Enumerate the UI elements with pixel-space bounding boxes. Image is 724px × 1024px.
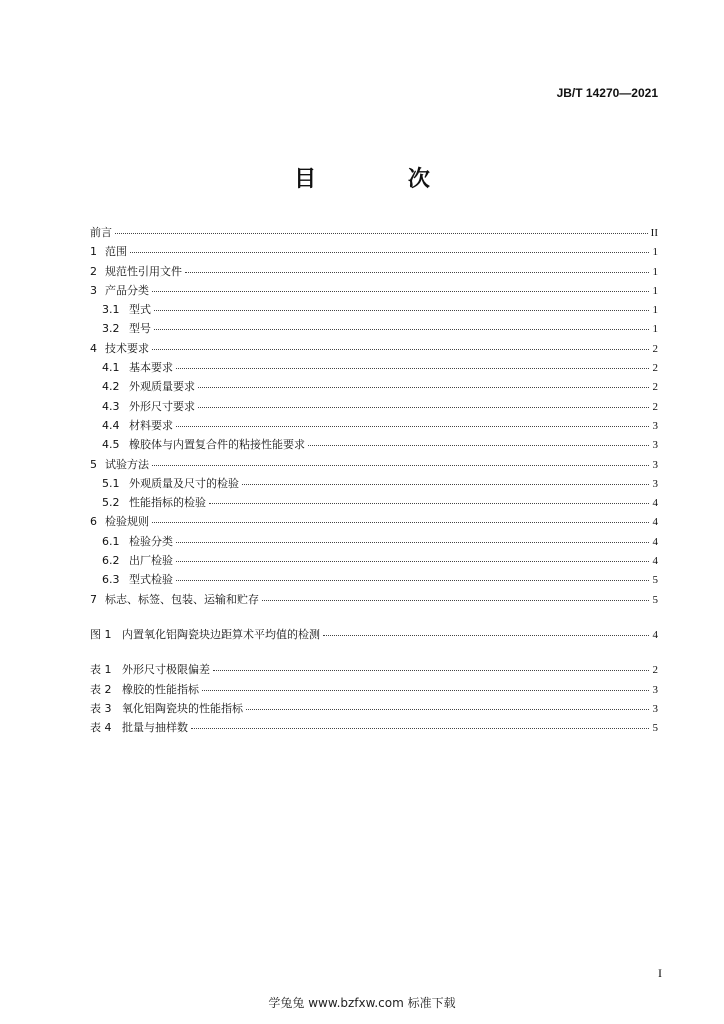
toc-leader-dots [202,690,649,691]
toc-entry-number: 4.4 [102,418,120,432]
toc-entry-page: 3 [652,439,658,452]
toc-leader-dots [152,291,649,292]
toc-entry-page: 4 [652,555,658,568]
toc-entry-label: 外形尺寸要求 [129,399,195,413]
toc-entry[interactable] [90,436,658,455]
toc-entry[interactable] [90,378,658,397]
toc-entry-page: 5 [652,574,658,587]
toc-entry[interactable] [90,552,658,571]
toc-entry-page: 4 [652,516,658,529]
toc-entry-label: 批量与抽样数 [122,721,188,735]
toc-entry-page: 3 [652,458,658,471]
toc-entry-number: 表 1 [90,663,112,677]
toc-entry-label: 内置氧化铝陶瓷块边距算术平均值的检测 [122,627,320,641]
toc-leader-dots [213,670,649,671]
toc-entry-number: 3 [90,283,97,297]
toc-entry-number: 6 [90,515,97,529]
toc-entry-label: 前言 [90,226,112,239]
toc-entry[interactable] [90,282,658,301]
toc-entry-label: 技术要求 [105,341,149,355]
toc-entry-page: 1 [652,304,658,317]
toc-leader-dots [262,600,649,601]
toc-entry-label: 外形尺寸极限偏差 [122,663,210,677]
toc-entry[interactable] [90,681,658,700]
page-number: I [658,966,662,980]
toc-leader-dots [242,484,649,485]
toc-entry[interactable] [90,398,658,417]
toc-entry-label: 产品分类 [105,283,149,297]
toc-entry-label: 检验规则 [105,515,149,529]
toc-entry[interactable] [90,700,658,719]
toc-entry-number: 4.3 [102,399,120,413]
toc-entry-number: 6.3 [102,573,120,587]
toc-entry-page: 2 [652,664,658,677]
toc-entry-page: 1 [652,284,658,297]
toc-leader-dots [130,252,649,253]
toc-entry-label: 型号 [129,322,151,336]
toc-entry-number: 3.2 [102,322,120,336]
watermark-text: 学兔兔 www.bzfxw.com 标准下载 [268,996,456,1010]
toc-entry[interactable] [90,533,658,552]
toc-entry-number: 表 2 [90,682,112,696]
toc-entry[interactable] [90,359,658,378]
toc-entry-page: 2 [652,362,658,375]
toc-entry-number: 5.2 [102,496,120,510]
toc-entry-label: 氧化铝陶瓷块的性能指标 [122,701,243,715]
toc-entry-number: 5.1 [102,476,120,490]
toc-entry-number: 4.1 [102,361,120,375]
toc-entry-label: 检验分类 [129,534,173,548]
toc-leader-dots [198,407,649,408]
toc-leader-dots [176,426,649,427]
toc-entry-page: 2 [652,342,658,355]
toc-entry-label: 规范性引用文件 [105,264,182,278]
toc-entry-number: 图 1 [90,627,112,641]
toc-entry-label: 试验方法 [105,457,149,471]
toc-leader-dots [185,272,649,273]
toc-entry-number: 6.2 [102,554,120,568]
toc-entry-number: 4 [90,341,97,355]
toc-entry-label: 外观质量要求 [129,380,195,394]
toc-entry-page: 2 [652,400,658,413]
toc-leader-dots [323,635,649,636]
toc-entry-number: 4.5 [102,438,120,452]
toc-entry-label: 材料要求 [129,418,173,432]
toc-entry-number: 6.1 [102,534,120,548]
toc-entry-label: 出厂检验 [129,554,173,568]
toc-leader-dots [191,728,649,729]
toc-entry-number: 7 [90,592,97,606]
toc-entry-label: 性能指标的检验 [129,496,206,510]
toc-entry-page: 5 [652,593,658,606]
toc-entry-page: 4 [652,497,658,510]
toc-entry[interactable] [90,340,658,359]
toc-entry-page: 1 [652,265,658,278]
toc-leader-dots [176,542,649,543]
toc-entry[interactable] [90,591,658,610]
toc-entry-label: 橡胶的性能指标 [122,682,199,696]
toc-entry[interactable] [90,475,658,494]
toc-leader-dots [176,580,649,581]
toc-entry[interactable] [90,320,658,339]
standard-code: JB/T 14270—2021 [556,86,658,100]
toc-entry[interactable] [90,571,658,590]
toc-leader-dots [154,310,649,311]
toc-entry-page: 3 [652,702,658,715]
toc-leader-dots [209,503,649,504]
toc-entry[interactable] [90,263,658,282]
toc-entry-number: 表 4 [90,721,112,735]
toc-leader-dots [176,368,649,369]
toc-entry[interactable] [90,456,658,475]
toc-entry-page: 4 [652,535,658,548]
toc-entry-label: 标志、标签、包装、运输和贮存 [105,592,259,606]
toc-entry[interactable] [90,224,658,243]
toc-entry[interactable] [90,243,658,262]
toc-entry-label: 型式 [129,303,151,317]
page-title: 目 次 [294,167,472,192]
toc-entry-label: 范围 [105,245,127,259]
toc-entry-number: 2 [90,264,97,278]
toc-entry[interactable] [90,719,658,738]
toc-entry[interactable] [90,626,658,645]
toc-entry-page: 3 [652,419,658,432]
toc-entry-page: 5 [652,722,658,735]
toc-leader-dots [308,445,649,446]
toc-entry-page: 1 [652,323,658,336]
toc-entry-page: 3 [652,477,658,490]
toc-entry-label: 橡胶体与内置复合件的粘接性能要求 [129,438,305,452]
toc-leader-dots [246,709,649,710]
toc-entry[interactable] [90,513,658,532]
toc-entry-page: II [650,227,658,239]
toc-entry-label: 型式检验 [129,573,173,587]
toc-entry[interactable] [90,417,658,436]
toc-leader-dots [154,329,649,330]
toc-entry[interactable] [90,494,658,513]
toc-entry-number: 5 [90,457,97,471]
toc-leader-dots [176,561,649,562]
toc-leader-dots [152,349,649,350]
toc-entry-number: 表 3 [90,701,112,715]
toc-entry-number: 4.2 [102,380,120,394]
toc-entry[interactable] [90,661,658,680]
toc-leader-dots [115,233,648,234]
toc-leader-dots [152,465,649,466]
toc-leader-dots [152,522,649,523]
toc-entry-page: 4 [652,628,658,641]
toc-leader-dots [198,387,649,388]
toc-entry-page: 1 [652,246,658,259]
toc-entry-number: 3.1 [102,303,120,317]
table-of-contents [90,224,658,738]
toc-entry-number: 1 [90,245,97,259]
toc-entry-label: 基本要求 [129,361,173,375]
toc-entry-page: 2 [652,381,658,394]
toc-entry-label: 外观质量及尺寸的检验 [129,476,239,490]
toc-entry[interactable] [90,301,658,320]
toc-entry-page: 3 [652,683,658,696]
